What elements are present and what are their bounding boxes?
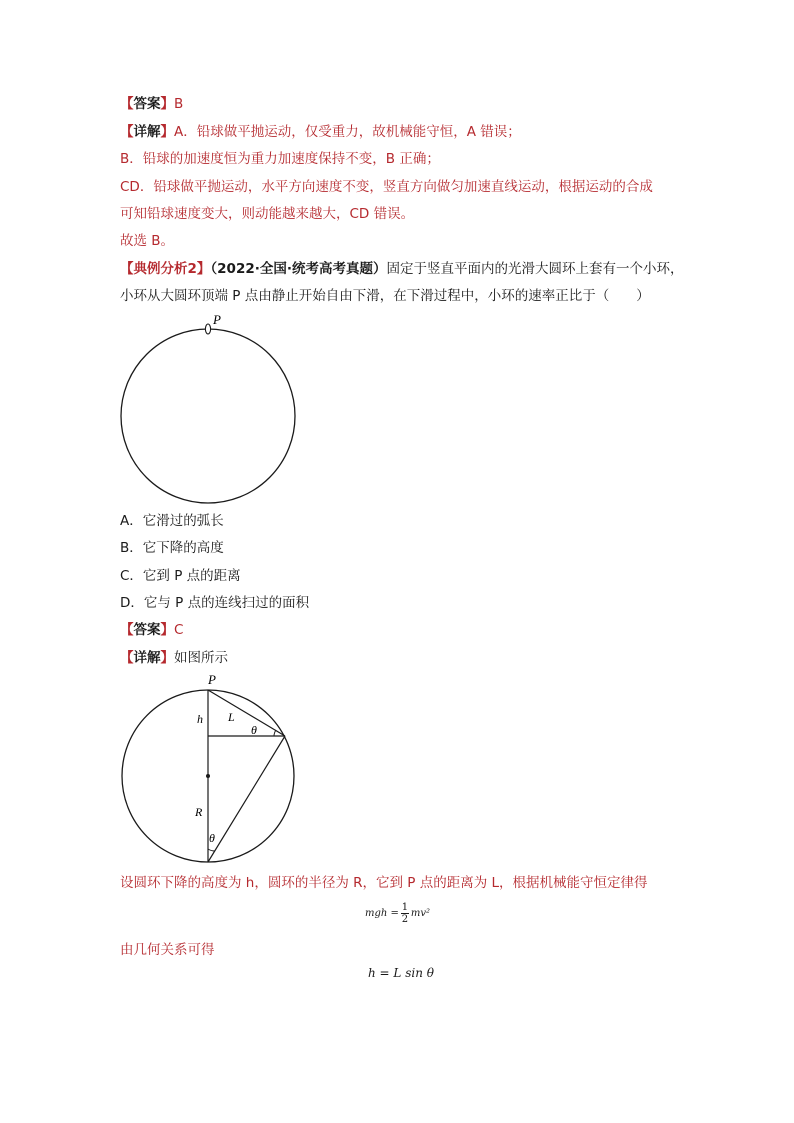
example-stem-line-1 <box>120 259 684 279</box>
eq1-fraction <box>401 902 409 925</box>
equation-geometry: h = L sin θ <box>368 966 434 980</box>
chord-bottom <box>208 736 285 862</box>
chord-l <box>208 690 285 736</box>
detail2-bracket-open: 【 <box>120 650 134 666</box>
answer-line <box>120 94 183 114</box>
answer2-bracket-open: 【 <box>120 622 134 638</box>
option-d: D．它与 P 点的连线扫过的面积 <box>120 595 310 611</box>
theta-bottom-label: θ <box>209 831 215 845</box>
option-c: C．它到 P 点的距离 <box>120 568 241 584</box>
detail-line-3: CD．铅球做平抛运动，水平方向速度不变，竖直方向做匀加速直线运动，根据运动的合成 <box>120 179 653 195</box>
detail-line-1 <box>120 122 521 142</box>
eq1-left: mgh = <box>365 908 399 919</box>
angle-arc-top <box>274 730 276 736</box>
answer-line-2 <box>120 620 183 640</box>
answer2-value: C <box>174 622 184 638</box>
h-label: h <box>197 712 203 726</box>
small-ring <box>205 324 210 334</box>
eq1-right: mv² <box>410 908 431 919</box>
theta-top-label: θ <box>251 723 257 737</box>
l-label: L <box>228 710 235 724</box>
setup-line: 设圆环下降的高度为 h，圆环的半径为 R，它到 P 点的距离为 L，根据机械能守恒定律得 <box>120 875 648 891</box>
option-a: A．它滑过的弧长 <box>120 513 224 529</box>
geometry-line: 由几何关系可得 <box>120 942 215 958</box>
option-b: B．它下降的高度 <box>120 540 224 556</box>
detail-bracket-close: 】 <box>160 124 174 140</box>
detail2-intro: 如图所示 <box>174 650 228 666</box>
eq1-denominator: 2 <box>401 914 409 925</box>
answer-bracket-open: 【 <box>120 96 134 112</box>
answer-value: B <box>174 96 184 112</box>
detail-label: 详解 <box>133 124 161 140</box>
equation-energy <box>365 902 430 925</box>
answer-label: 答案 <box>133 96 161 112</box>
point-p-label-2: P <box>208 672 216 687</box>
example-stem-text-1: 固定于竖直平面内的光滑大圆环上套有一个小环， <box>386 261 684 277</box>
answer2-label: 答案 <box>133 622 161 638</box>
detail-line-4: 可知铅球速度变大，则动能越来越大，CD 错误。 <box>120 206 415 222</box>
detail-line-2: B．铅球的加速度恒为重力加速度保持不变，B 正确； <box>120 151 440 167</box>
answer2-bracket-close: 】 <box>160 622 174 638</box>
circle-figure-1 <box>115 310 305 505</box>
detail2-line-1 <box>120 648 228 668</box>
conclusion-line: 故选 B。 <box>120 233 175 249</box>
detail2-label: 详解 <box>133 650 161 666</box>
r-label: R <box>195 805 203 819</box>
eq1-numerator: 1 <box>401 902 409 913</box>
answer-bracket-close: 】 <box>160 96 174 112</box>
example-tag: 【典例分析2】 <box>120 261 211 277</box>
detail2-bracket-close: 】 <box>160 650 174 666</box>
big-ring-circle <box>121 329 295 503</box>
example-stem-line-2: 小环从大圆环顶端 P 点由静止开始自由下滑，在下滑过程中，小环的速率正比于（ ） <box>120 288 650 304</box>
center-dot <box>206 774 210 778</box>
angle-arc-bottom <box>208 849 215 851</box>
point-p-label: P <box>213 312 221 327</box>
circle-figure-2 <box>115 668 315 868</box>
detail-bracket-open: 【 <box>120 124 134 140</box>
example-source: （2022·全国·统考高考真题） <box>210 261 387 277</box>
detail-text-a: A．铅球做平抛运动，仅受重力，故机械能守恒，A 错误； <box>174 124 521 140</box>
